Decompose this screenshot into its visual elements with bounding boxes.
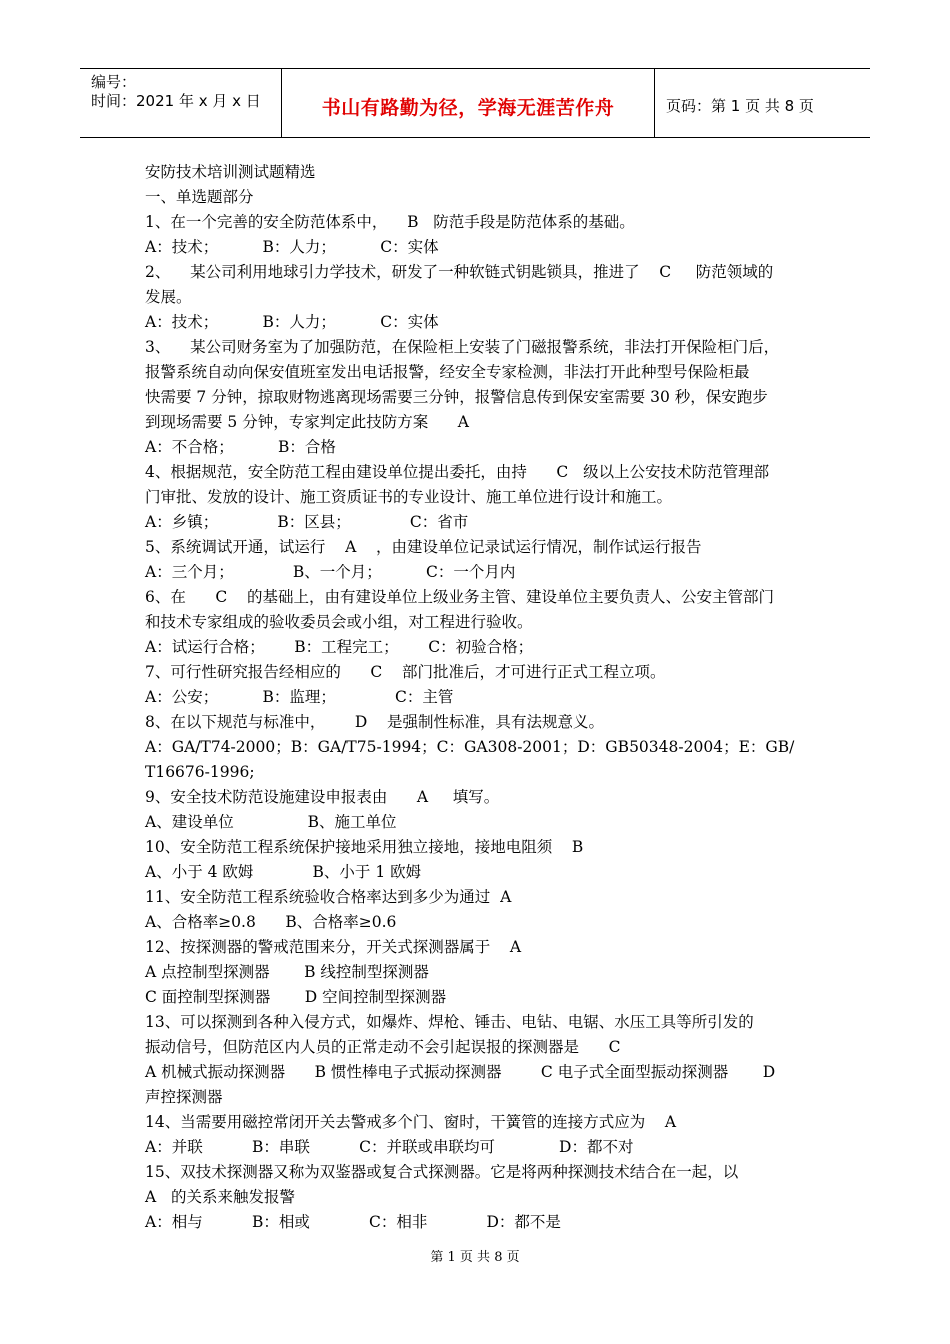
text-line: 5、系统调试开通，试运行 A ，由建设单位记录试运行情况，制作试运行报告 (145, 538, 702, 556)
text-line: 15、双技术探测器又称为双鉴器或复合式探测器。它是将两种探测技术结合在一起，以 (145, 1163, 739, 1181)
page-footer: 第 1 页 共 8 页 (430, 1250, 520, 1265)
text-line: 10、安全防范工程系统保护接地采用独立接地，接地电阻须 B (145, 838, 584, 856)
text-line: 14、当需要用磁控常闭开关去警戒多个门、窗时，干簧管的连接方式应为 A (145, 1113, 677, 1131)
text-line: A、建设单位 B、施工单位 (145, 813, 397, 831)
text-line: 9、安全技术防范设施建设申报表由 A 填写。 (145, 788, 500, 806)
text-line: A、小于 4 欧姆 B、小于 1 欧姆 (145, 863, 422, 881)
doc-date-label: 时间：2021 年 x 月 x 日 (91, 92, 261, 110)
text-line: 和技术专家组成的验收委员会或小组，对工程进行验收。 (145, 613, 533, 631)
text-line: 1、在一个完善的安全防范体系中， B 防范手段是防范体系的基础。 (145, 213, 635, 231)
text-line: A 机械式振动探测器 B 惯性棒电子式振动探测器 C 电子式全面型振动探测器 D (145, 1063, 776, 1081)
text-line: 7、可行性研究报告经相应的 C 部门批准后，才可进行正式工程立项。 (145, 663, 666, 681)
text-line: A：公安； B：监理； C：主管 (145, 688, 454, 706)
text-line: 12、按探测器的警戒范围来分，开关式探测器属于 A (145, 938, 522, 956)
text-line: 门审批、发放的设计、施工资质证书的专业设计、施工单位进行设计和施工。 (145, 488, 673, 506)
header-box (80, 68, 870, 138)
text-line: A：乡镇； B：区县； C：省市 (145, 513, 469, 531)
text-line: 振动信号，但防范区内人员的正常走动不会引起误报的探测器是 C (145, 1038, 621, 1056)
text-line: 3、 某公司财务室为了加强防范，在保险柜上安装了门磁报警系统，非法打开保险柜门后， (145, 338, 780, 356)
text-line: A：三个月； B、一个月； C：一个月内 (145, 563, 516, 581)
doc-title: 安防技术培训测试题精选 (145, 163, 316, 181)
header-meta (91, 73, 261, 111)
text-line: A：试运行合格； B：工程完工； C：初验合格； (145, 638, 534, 656)
text-line: T16676-1996; (145, 763, 255, 781)
text-line: 报警系统自动向保安值班室发出电话报警，经安全专家检测，非法打开此种型号保险柜最 (145, 363, 750, 381)
text-line: A：GA/T74-2000；B：GA/T75-1994；C：GA308-2001；D：GB50348-2004；E：GB/ (145, 738, 795, 756)
document-body (145, 160, 815, 1235)
text-line: A 的关系来触发报警 (145, 1188, 295, 1206)
header-divider-right (654, 69, 655, 137)
text-line: A 点控制型探测器 B 线控制型探测器 (145, 963, 429, 981)
header-page-info: 页码：第 1 页 共 8 页 (666, 97, 814, 115)
header-motto: 书山有路勤为径，学海无涯苦作舟 (321, 97, 615, 119)
text-line: 到现场需要 5 分钟，专家判定此技防方案 A (145, 413, 469, 431)
text-line: 快需要 7 分钟，掠取财物逃离现场需要三分钟，报警信息传到保安室需要 30 秒，保安跑步 (145, 388, 768, 406)
text-line: C 面控制型探测器 D 空间控制型探测器 (145, 988, 447, 1006)
text-line: 13、可以探测到各种入侵方式，如爆炸、焊枪、锤击、电钻、电锯、水压工具等所引发的 (145, 1013, 754, 1031)
text-line: A、合格率≥0.8 B、合格率≥0.6 (145, 913, 397, 931)
text-line: A：不合格； B：合格 (145, 438, 336, 456)
section-heading: 一、单选题部分 (145, 188, 254, 206)
text-line: 11、安全防范工程系统验收合格率达到多少为通过 A (145, 888, 512, 906)
text-line: A：技术； B：人力； C：实体 (145, 313, 439, 331)
text-line: 声控探测器 (145, 1088, 223, 1106)
text-line: A：技术； B：人力； C：实体 (145, 238, 439, 256)
text-line: A：相与 B：相或 C：相非 D：都不是 (145, 1213, 561, 1231)
text-line: 8、在以下规范与标准中， D 是强制性标准，具有法规意义。 (145, 713, 605, 731)
text-line: 6、在 C 的基础上，由有建设单位上级业务主管、建设单位主要负责人、公安主管部门 (145, 588, 774, 606)
doc-number-label: 编号： (91, 73, 137, 91)
text-line: 4、根据规范，安全防范工程由建设单位提出委托，由持 C 级以上公安技术防范管理部 (145, 463, 770, 481)
text-line: 发展。 (145, 288, 192, 306)
text-line: A：并联 B：串联 C：并联或串联均可 D：都不对 (145, 1138, 634, 1156)
text-line: 2、 某公司利用地球引力学技术，研发了一种软链式钥匙锁具，推进了 C 防范领域的 (145, 263, 774, 281)
